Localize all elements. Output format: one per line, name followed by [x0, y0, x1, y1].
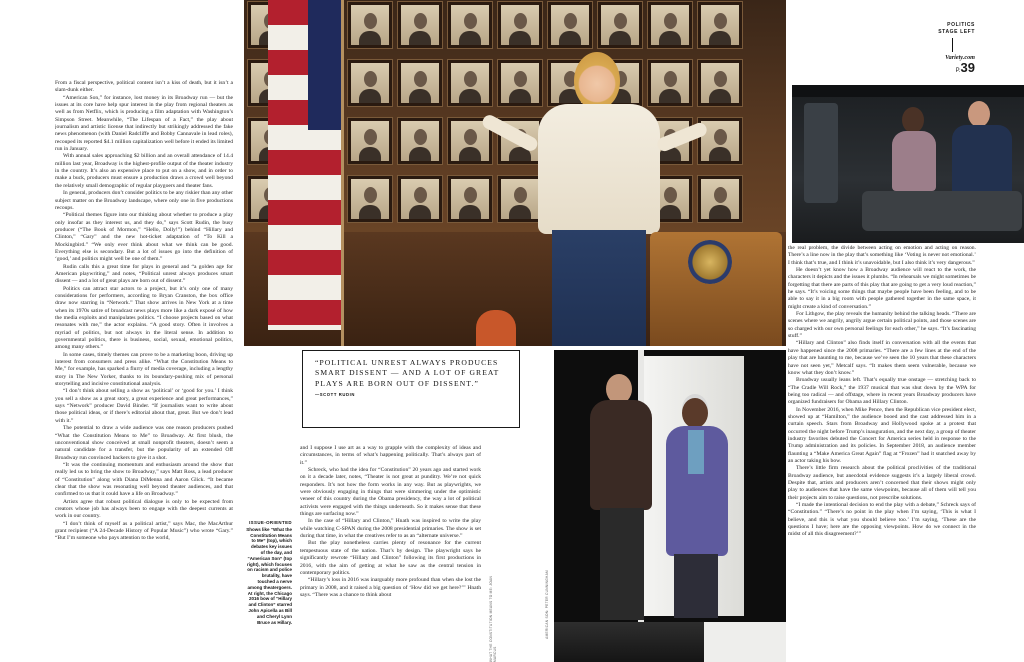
man-suit [952, 125, 1012, 195]
portrait-frame [448, 176, 492, 222]
portrait-frame [498, 176, 542, 222]
floor-light [704, 622, 786, 662]
flag-pole [341, 0, 344, 346]
portrait-frame [548, 2, 592, 48]
paragraph: In the case of “Hillary and Clinton,” Hnath was inspired to write the play while watching C-SPAN during the 2008 presidential primaries. The show is set during that time, in what the creatives refer to as an “alternate universe.” [300, 518, 481, 540]
paragraph: In general, producers don’t consider politics to be any riskier than any other subject matter on the Broadway landscape, where only one in five productions recoups. [55, 190, 233, 211]
paragraph: Artists agree that robust political dialogue is only to be expected from creators whose job has always been to engage with the deepest currents at work in our country. [55, 498, 233, 520]
article-column-left [55, 80, 233, 658]
portrait-frame [348, 118, 392, 164]
photo-credit: AMERICAN SON: PETER CUNNINGHAM [545, 570, 549, 639]
portrait-frame [348, 2, 392, 48]
page-prefix: P. [955, 68, 961, 74]
window-panel [804, 103, 838, 203]
paragraph: and I suppose I use art as a way to grapple with the complexity of ideas and circumstances, in terms of what’s happening politically. That’s always part of it.” [300, 445, 481, 466]
ceiling-shadow [792, 85, 1024, 97]
section-line-stage-left: STAGE LEFT [938, 29, 975, 35]
paragraph: There’s little firm research about the political proclivities of the traditional Broadway audience, but anecdotal evidence suggests it’s a largely liberal crowd. Despite that, artists and producers aren’t concerned that their shows might only play to audiences that have the same viewpoints, because all of them will tell you their projects aim to raise questions, not prescribe solutions. [788, 465, 976, 501]
paragraph: “Political themes figure into our thinking about whether to produce a play only insofar as they interest us, and they do,” says Scott Rudin, the busy producer (“The Book of Mormon,” “Hello, Dolly!”) behind “Hillary and Clinton,” “Gary” and the new hot-ticket adaptation of “To Kill a Mockingbird.” “We only ever think about what we think can be good. Everything else is secondary. But a lot of issues go into the definition of ‘good,’ and politics might well be one of them.” [55, 212, 233, 263]
paragraph: The potential to draw a wide audience was one reason producers pushed “What the Constitution Means to Me” to Broadway. At first blush, the unconventional show conceived at small nonprofit theaters, doesn’t seem a natural candidate for a transfer, but the popularity of an extended Off Broadway run convinced backers to give it a shot. [55, 425, 233, 461]
paragraph: “I don’t think about selling a show as ‘political’ or ‘good for you.’ I think you sell a show as a great story, a great experience and great performances,” says “Network” producer David Binder. “If journalists want to write about those political ideas, or if there’s editorial about that, great. But we don’t lead with it.” [55, 388, 233, 424]
paragraph: “Hillary’s loss in 2016 was inarguably more profound than when she lost the primary in 2008, and it raised a big question of ‘How did we get here?’” Hnath says. “There was a chance to think about [300, 577, 481, 598]
photo-credit: WHAT THE CONSTITUTION MEANS TO ME: JOAN MARCUS [489, 575, 497, 662]
american-legion-emblem-icon [688, 240, 732, 284]
photo-caption [246, 520, 292, 625]
section-label [925, 22, 975, 36]
portrait-frame [598, 2, 642, 48]
caption-label: ISSUE-ORIENTED [249, 520, 292, 525]
portrait-frame [398, 60, 442, 106]
pull-quote-attribution: —SCOTT RUDIN [315, 391, 356, 397]
portrait-frame [648, 2, 692, 48]
page-number [925, 61, 975, 78]
hillary-head [682, 398, 708, 428]
woman-head [902, 107, 924, 133]
portrait-frame [398, 176, 442, 222]
paragraph: Rudin calls this a great time for plays in general and “a golden age for American playwriting,” and notes, “Political unrest always produces smart dissent — and a lot of great plays are born out of dissent.” [55, 263, 233, 285]
hillary-and-clinton-photo [554, 350, 786, 662]
article-column-center [300, 445, 481, 660]
paragraph: But the play nonetheless carries plenty of resonance for the current tempestuous state of the nation. That’s by design. The playwright says he significantly rewrote “Hillary and Clinton” following its first productions in 2016, with the aim of getting at what he saw as the central tension in contemporary politics. [300, 540, 481, 576]
portrait-frame [348, 176, 392, 222]
portrait-frame [448, 60, 492, 106]
sofa [862, 191, 1022, 231]
article-column-right [788, 245, 976, 655]
chair [476, 310, 516, 346]
portrait-frame [398, 2, 442, 48]
portrait-frame [648, 60, 692, 106]
paragraph: In some cases, timely themes can prove to be a marketing boon, driving up interest from consumers and press alike. “What the Constitution Means to Me,” for example, has sparked a flurry of media coverage, including a lengthy story in The New Yorker, thanks to its boundary-pushing mix of personal storytelling and incisive constitutional analysis. [55, 351, 233, 388]
hillary-trousers [674, 554, 718, 618]
portrait-frame [698, 60, 742, 106]
portrait-frame [398, 118, 442, 164]
brand-name: Variety.com [945, 54, 975, 61]
portrait-frame [498, 2, 542, 48]
page-number-value: 39 [960, 60, 975, 75]
bill-trousers [600, 508, 644, 620]
portrait-frame [498, 60, 542, 106]
paragraph: Politics can attract star actors to a project, but it’s only one of many considerations for performers, according to Bryan Cranston, the box office draw now starring in “Network.” That show arrives in New York at a time when its 1970s satire of broadcast news plays more like a dark exposé of how the media exploits and manipulates politics. “I choose projects based on what resonates with me,” the actor explains. “A good story. Often it involves a myriad of politics, but not always in the literal sense. In addition to governmental politics, there is business, social, sexual, emotional politics, among many others.” [55, 285, 233, 351]
paragraph: Schreck, who had the idea for “Constitution” 20 years ago and started work on it a decade later, notes, “Theater is not great at punditry. We’re not quick responders. It’s not how the form works in any way. But as playwrights, we were obviously engaging in things that were simmering under the optimistic veneer of this country during the Obama presidency, the way a lot of political activists were engaged with the things underneath. So it makes sense that these things are surfacing now.” [300, 467, 481, 518]
paragraph: For Lithgow, the play reveals the humanity behind the talking heads. “There are scenes where we angrily, angrily argue certain political points, and those scenes are so charged with our own personal feelings for each other,” he says. “It’s fascinating stuff.” [788, 311, 976, 340]
portrait-frame [698, 176, 742, 222]
american-flag-icon [268, 0, 342, 330]
paragraph: “It was the continuing momentum and enthusiasm around the show that really led us to bring the show to Broadway,” says Matt Ross, a lead producer of “Constitution” along with Diana DiMenna and Aaron Glick. “It became clear that the show was resonating well beyond theater audiences, and that confirmed to us that it could have a life on Broadway.” [55, 461, 233, 498]
folio-divider [952, 38, 953, 52]
pull-quote-text: “POLITICAL UNREST ALWAYS PRODUCES SMART DISSENT — AND A LOT OF GREAT PLAYS ARE BORN OUT OF DISSENT.” [315, 358, 500, 388]
portrait-frame [348, 60, 392, 106]
actress-blouse [538, 104, 660, 234]
bill-sweater [590, 400, 652, 510]
section-line-politics: POLITICS [947, 22, 975, 28]
paragraph: Broadway usually leans left. That’s equally true onstage — stretching back to “The Cradle Will Rock,” the 1937 musical that was shut down by the WPA for being too radical — and offstage, where in recent years Broadway producers have organized fundraisers for Obama and Hillary Clinton. [788, 377, 976, 406]
actress-head [574, 52, 620, 110]
man-head [968, 101, 990, 127]
paragraph: “I made the intentional decision to end the play with a debate,” Schreck says of “Constitution.” “There’s no point in the play when I’m saying, ‘This is what I believe, and this is what you should believe too.’ I’m saying, ‘These are the questions I have; here are the opposing viewpoints. How do we connect in the midst of all this disagreement?’” [788, 502, 976, 538]
paragraph: He doesn’t yet know how a Broadway audience will react to the work, the characters it depicts and the issues it plumbs. “In rehearsals we might sometimes be forgetting that there are parts of this play that are going to get a very loud reaction,” he says. “It’s voicing some things that maybe people have been feeling, and to be able to say it in a big room with people gathered together in the same space, it might create a kind of conversation.” [788, 267, 976, 310]
hillary-scarf [688, 430, 704, 474]
actress-jeans [552, 230, 646, 346]
paragraph: In November 2016, when Mike Pence, then the Republican vice president elect, showed up at “Hamilton,” the audience booed and the cast addressed him in a curtain speech. Stars from Broadway and Hollywood spoke at a protest that occurred the night before Trump’s inauguration, and the next day, a group of theater industry favorites debuted the Concert for America series held in response to the Trump administration and its policies. In September 2018, an audience member flaunting a “Make America Great Again” flag at “Frozen” had it snatched away by an actor taking his bow. [788, 406, 976, 464]
paragraph: “Hillary and Clinton” also finds itself in conversation with all the events that have happened since the 2008 primaries. “There are a few lines at the end of the play that are haunting to me, because we’ve seen the 10 years that these characters have not seen yet,” Metcalf says. “It makes them seem vulnerable, because we know what they don’t know.” [788, 340, 976, 376]
woman-sweater [892, 131, 936, 191]
paragraph: the real problem, the divide between acting on emotion and acting on reason. There’s a line now in the play that’s something like ‘Voting is never not emotional.’ I think that’s true, and I think it’s unavoidable, but I also think it’s very dangerous.” [788, 245, 976, 266]
page-folio [925, 22, 975, 78]
paragraph: “American Son,” for instance, lost money in its Broadway run — but the issues at its core have help spur interest in the play from regional theaters as well as from Netflix, which is producing a film adaptation with Washington’s Simpson Street. Meanwhile, “The Lifespan of a Fact,” the play about journalism and artistic license that indirectly but strikingly addressed the fake news phenomenon (with Daniel Radcliffe and Bobby Cannavale in lead roles), recouped its reported $4.1 million capitalization well before it ended its limited run in January. [55, 94, 233, 153]
pull-quote [302, 350, 520, 428]
caption-text: Shows like “What the Constitution Means to Me” (top), which debates key issues of the day, and “American Son” (top right), which focuses on racism and police brutality, have touched a nerve among theatergoers. At right, the Chicago 2016 bow of “Hillary and Clinton” starred John Apicella as Bill and Cheryl Lynn Bruce as Hillary. [246, 526, 292, 625]
portrait-frame [698, 2, 742, 48]
portrait-frame [448, 2, 492, 48]
paragraph: “I don’t think of myself as a political artist,” says Mac, the MacArthur grant recipient (“A 24-Decade History of Popular Music”) who wrote “Gary.” “But I’m someone who pays attention to the world, [55, 520, 233, 542]
paragraph: With annual sales approaching $2 billion and an overall attendance of 14.4 million last year, Broadway is the highest-profile output of the theater industry in the country. It’s also an expensive place to put on a show, and in order to make a buck, producers must ensure a production draws a crowd well beyond the relatively small demographic of regular playgoers and theater fans. [55, 153, 233, 189]
paragraph: From a fiscal perspective, political content isn’t a kiss of death, but it isn’t a slam-dunk either. [55, 80, 233, 94]
american-son-photo [792, 85, 1024, 243]
